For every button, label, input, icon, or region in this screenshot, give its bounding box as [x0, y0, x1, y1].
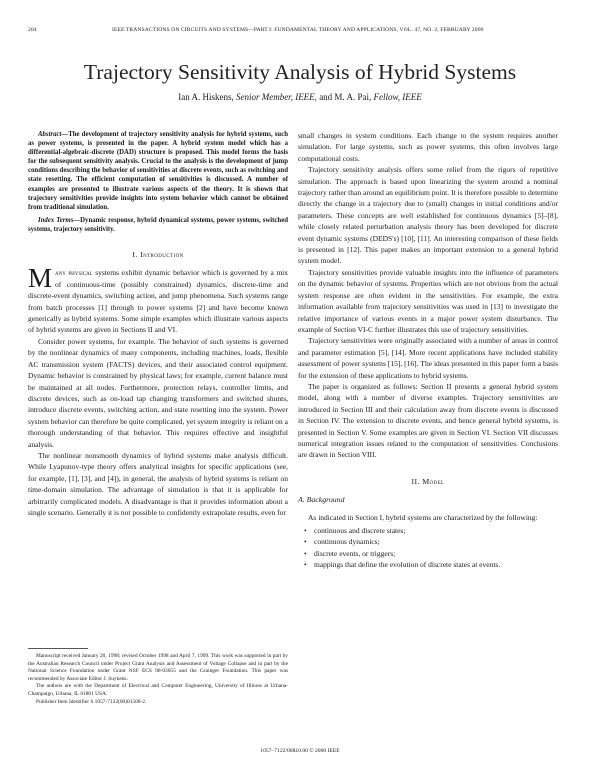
right-paragraph-3: Trajectory sensitivities provide valuable insights into the influence of parameters on the dynamic behavior of systems. Properties which are not obvious from the actual system response are often evident in the sensitivities. For example, the extra information available from trajectory sensitivities was used in [13] to investigate the relative importance of various events in a major power system disturbance. The example of Section VI-C further illustrates this use of trajectory sensitivities. — [298, 267, 558, 334]
intro-paragraph-3: The nonlinear nonsmooth dynamics of hybrid systems make analysis difficult. While Lyapunov-type theory offers analytical insights for specific applications (see, for example, [1], [3], and [4]), in general, the analysis of hybrid systems is reliant on time-domain simulation. The advantage of simulation is that it is applicable for arbitrarily complicated models. A disadvantage is that it provides information about a single scenario. Generally it is not possible to confidently extrapolate results, even for — [28, 450, 288, 517]
left-column — [28, 130, 288, 518]
author-line — [0, 92, 600, 102]
bullet-icon: • — [304, 548, 307, 558]
right-paragraph-4: Trajectory sensitivities were originally associated with a number of areas in control and parameter estimation [5], [14]. More recent applications have included stability assessment of power systems [15], [16]. The ideas presented in this paper form a basis for the extension of these applications to hybrid systems. — [298, 336, 558, 380]
bullet-icon: • — [304, 526, 307, 535]
footnote-identifier: Publisher Item Identifier S 1057-7122(00)01500-2. — [36, 698, 147, 705]
list-item: • continuous and discrete states; — [304, 526, 406, 535]
section-1-title: Introduction — [140, 250, 184, 260]
model-intro: As indicated in Section I, hybrid systems are characterized by the following: — [308, 512, 538, 522]
footnote-affiliation: The authors are with the Department of Electrical and Computer Engineering, University of Illinois at Urbana-Champaign, Urbana, IL 61801 USA. — [28, 683, 288, 697]
bullet-icon: • — [304, 560, 307, 570]
section-1-number: I. — [132, 250, 138, 260]
intro-lead: any physical — [55, 268, 93, 278]
running-header — [28, 27, 572, 37]
intro-paragraph-1 — [28, 263, 288, 335]
index-terms-text: —Dynamic response, hybrid dynamical systems, power systems, switched systems, trajectory sensitivity. — [28, 216, 288, 233]
right-column — [298, 130, 558, 571]
subsection-heading: A. Background — [298, 495, 345, 505]
section-2-title: Model — [422, 476, 445, 486]
paper-title: Trajectory Sensitivity Analysis of Hybrid Systems — [83, 60, 517, 84]
author-1: Ian A. Hiskens, — [178, 92, 234, 102]
list-item: • discrete events, or triggers; — [304, 548, 396, 558]
author-2: and M. A. Pai, — [319, 92, 372, 102]
right-paragraph-5: The paper is organized as follows: Section II presents a general hybrid system model, along with a number of diverse examples. Trajectory sensitivities are introduced in Section III and their calculation away from discrete events is discussed in Section IV. The extension to discrete events, and hence general hybrid systems, is presented in Section V. Some examples are given in Section VI. Section VII discusses numerical integration issues related to the computation of sensitivities. Conclusions are drawn in Section VIII. — [298, 381, 558, 460]
abstract-label: Abstract — [38, 131, 62, 138]
author-2-role: Fellow, IEEE — [373, 92, 422, 102]
section-1-heading — [28, 249, 288, 260]
right-paragraph-2: Trajectory sensitivity analysis offers some relief from the rigors of repetitive simulation. The approach is based upon linearizing the system around a nominal trajectory rather than around an equilibrium point. It is therefore possible to determine directly the change in a trajectory due to (small) changes in initial conditions and/or parameters. These concepts are well established for continuous dynamics [5]–[8], while closely related perturbation analysis theory has been developed for discrete event dynamic systems (DEDS's) [10], [11]. An interesting comparison of these fields is presented in [12]. This paper makes an important extension to a general hybrid system model. — [298, 165, 558, 266]
intro-paragraph-2: Consider power systems, for example. The behavior of such systems is governed by the nonlinear dynamics of many components, including machines, loads, flexible AC transmission system (FACTS) devices, and their associated control equipment. Dynamic behavior is constrained by physical laws; for example, current balance must be maintained at all nodes. Furthermore, protection relays, controller limits, and discrete devices, such as on-load tap changing transformers and switched shunts, introduce discrete events, switching action, and state resetting into the system. Power system behavior can therefore be quite complicated, yet system integrity is reliant on a thorough understanding of that behavior. This requires effective and insightful analysis. — [28, 336, 288, 449]
abstract — [28, 130, 288, 212]
intro-p1-text: systems exhibit dynamic behavior which is governed by a mix of continuous-time (possibly constrained) dynamics, discrete-time and discrete-event dynamics, switching action, and jump phenomena. Such systems range from batch processes [1] through to power systems [2] and have become known generically as hybrid systems. Some simple examples which illustrate various aspects of hybrid systems are given in Sections II and VI. — [28, 268, 288, 335]
index-terms-label: Index Terms — [38, 216, 74, 224]
section-2-number: II. — [411, 476, 420, 486]
drop-cap: M — [28, 263, 53, 294]
abstract-text: —The development of trajectory sensitivity analysis for hybrid systems, such as power systems, is presented in the paper. A hybrid system model which has a differential-algebraic-discrete (DAD) structure is proposed. This model forms the basis for the subsequent sensitivity analysis. Crucial to the analysis is the development of jump conditions describing the behavior of sensitivities at discrete events, such as switching and state resetting. The efficient computation of sensitivities is discussed. A number of examples are presented to illustrate various aspects of the theory. It is shown that trajectory sensitivities provide insights into system behavior which cannot be obtained from traditional simulation. — [28, 131, 288, 211]
copyright-line: 1057–7122/00$10.00 © 2000 IEEE — [260, 748, 340, 754]
running-head: IEEE TRANSACTIONS ON CIRCUITS AND SYSTEMS—PART I: FUNDAMENTAL THEORY AND APPLICATIONS, VOL. 47, NO. 2, FEBRUARY 2000 — [112, 27, 484, 33]
index-terms — [28, 216, 288, 234]
characteristics-list — [298, 525, 558, 571]
footnote-rule — [28, 648, 88, 649]
right-paragraph-1: small changes in system conditions. Each change to the system requires another simulation. For large systems, such as power systems, this often involves large computational costs. — [298, 131, 558, 163]
list-item: • mappings that define the evolution of discrete states at events. — [304, 560, 501, 570]
section-2-heading — [298, 476, 558, 487]
bullet-icon: • — [304, 537, 307, 547]
list-item: • continuous dynamics; — [304, 537, 380, 547]
author-1-role: Senior Member, IEEE, — [235, 92, 317, 102]
footnote — [28, 648, 288, 706]
footnote-manuscript: Manuscript received January 20, 1998; revised October 1998 and April 7, 1999. This work was supported in part by the Australian Research Council under Project Grant Analysis and Assessment of Voltage Collapse and in part by the National Science Foundation under Grant NSF ECS 98-03055 and the Grainger Foundation. This paper was recommended by Associate Editor J. Suykens. — [28, 653, 288, 682]
page-number: 204 — [28, 27, 37, 33]
